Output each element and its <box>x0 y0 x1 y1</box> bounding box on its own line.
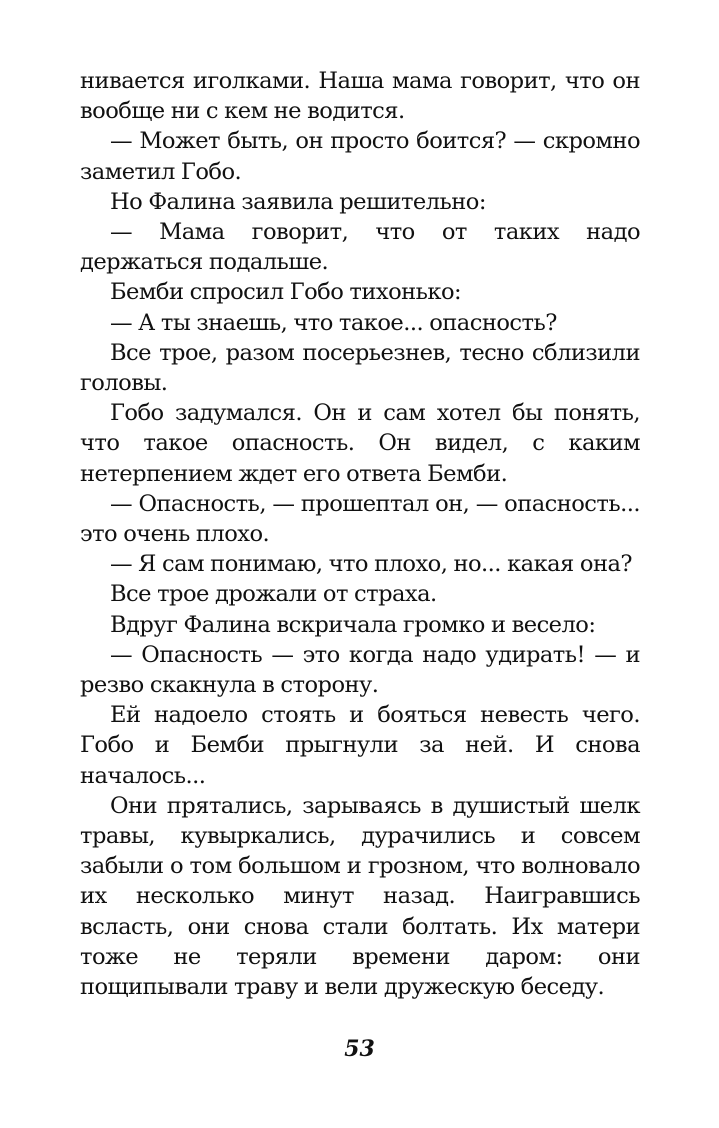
paragraph-2: — Может быть, он просто боится? — скромно заметил Гобо. <box>80 128 640 185</box>
paragraph-9: — Опасность, — прошептал он, — опасность... это очень плохо. <box>80 490 640 548</box>
paragraph-7: Все трое, разом посерьезнев, тесно сблизили головы. <box>80 339 640 397</box>
paragraph-1: нивается иголками. Наша мама говорит, что он вообще ни с кем не водится. <box>80 68 640 125</box>
page-number: 53 <box>344 1036 375 1062</box>
paragraph-14: Ей надоело стоять и бояться невесть чего. Гобо и Бемби прыгнули за ней. И снова началось... <box>80 702 640 789</box>
page-text <box>80 66 640 1002</box>
paragraph-3: Но Фалина заявила решительно: <box>110 188 486 215</box>
paragraph-5: Бемби спросил Гобо тихонько: <box>110 279 462 306</box>
paragraph-13: — Опасность — это когда надо удирать! — и резво скакнула в сторону. <box>80 641 640 699</box>
paragraph-8: Гобо задумался. Он и сам хотел бы понять, что такое опасность. Он видел, с каким нетерпением ждет его ответа Бемби. <box>80 400 640 487</box>
paragraph-10: — Я сам понимаю, что плохо, но... какая она? <box>110 551 632 578</box>
paragraph-4: — Мама говорит, что от таких надо держаться подальше. <box>80 219 640 276</box>
paragraph-12: Вдруг Фалина вскричала громко и весело: <box>110 611 596 638</box>
paragraph-6: — А ты знаешь, что такое... опасность? <box>110 309 557 336</box>
paragraph-15: Они прятались, зарываясь в душистый шелк травы, кувыркались, дурачились и совсем забыли о том большом и грозном, что волновало их несколько минут назад. Наигравшись всласть, они снова стали болтать. Их матери тоже не теряли времени даром: они пощипывали траву и вели дружескую беседу. <box>80 792 640 1001</box>
paragraph-11: Все трое дрожали от страха. <box>110 581 437 608</box>
